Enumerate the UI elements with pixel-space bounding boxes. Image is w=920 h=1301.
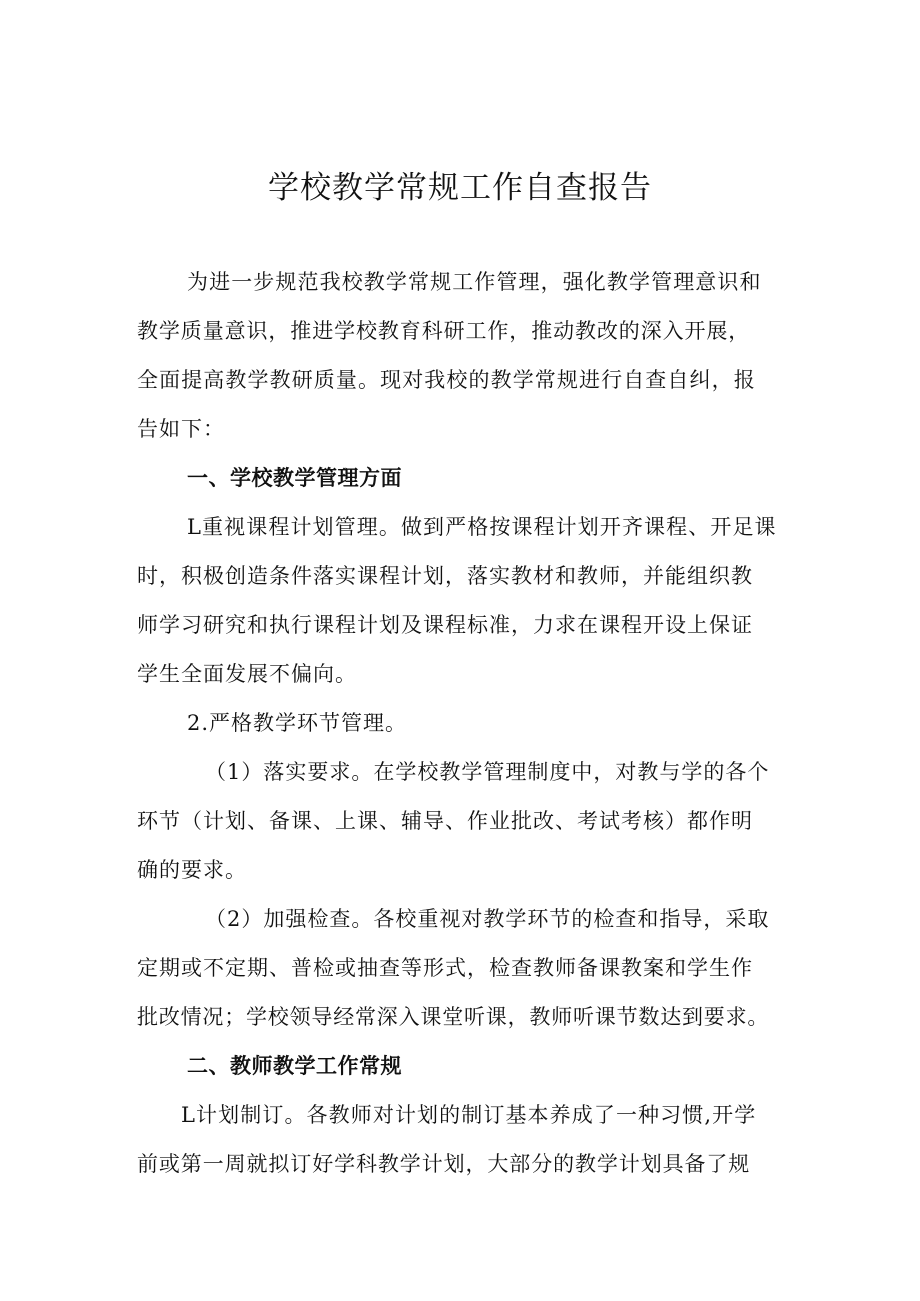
text-line: 师学习研究和执行课程计划及课程标准，力求在课程开设上保证 (137, 613, 753, 637)
text-line: 确的要求。 (137, 858, 247, 882)
text-line: 时，积极创造条件落实课程计划，落实教材和教师，并能组织教 (137, 564, 753, 588)
text-line: L重视课程计划管理。做到严格按课程计划开齐课程、开足课 (187, 515, 777, 539)
text-line: 全面提高教学教研质量。现对我校的教学常规进行自查自纠，报 (137, 368, 756, 392)
text-line: 批改情况；学校领导经常深入课堂听课，教师听课节数达到要求。 (137, 1005, 770, 1029)
text-line: 定期或不定期、普检或抽查等形式，检查教师备课教案和学生作 (137, 956, 753, 980)
section-heading: 二、教师教学工作常规 (187, 1054, 402, 1078)
text-line: 环节（计划、备课、上课、辅导、作业批改、考试考核）都作明 (137, 809, 753, 833)
text-line: 为进一步规范我校教学常规工作管理，强化教学管理意识和 (187, 270, 762, 294)
text-line: 教学质量意识，推进学校教育科研工作，推动教改的深入开展， (137, 319, 751, 343)
text-line: （2）加强检查。各校重视对教学环节的检查和指导，采取 (205, 907, 770, 931)
page-title: 学校教学常规工作自查报告 (268, 170, 652, 206)
text-line: 学生全面发展不偏向。 (137, 662, 357, 686)
text-line: L计划制订。各教师对计划的制订基本养成了一种习惯,开学 (181, 1103, 757, 1127)
text-line: （1）落实要求。在学校教学管理制度中，对教与学的各个 (205, 760, 770, 784)
text-line: 告如下： (137, 417, 225, 441)
text-line: 2.严格教学环节管理。 (187, 711, 408, 735)
section-heading: 一、学校教学管理方面 (187, 466, 402, 490)
text-line: 前或第一周就拟订好学科教学计划，大部分的教学计划具备了规 (137, 1152, 751, 1176)
